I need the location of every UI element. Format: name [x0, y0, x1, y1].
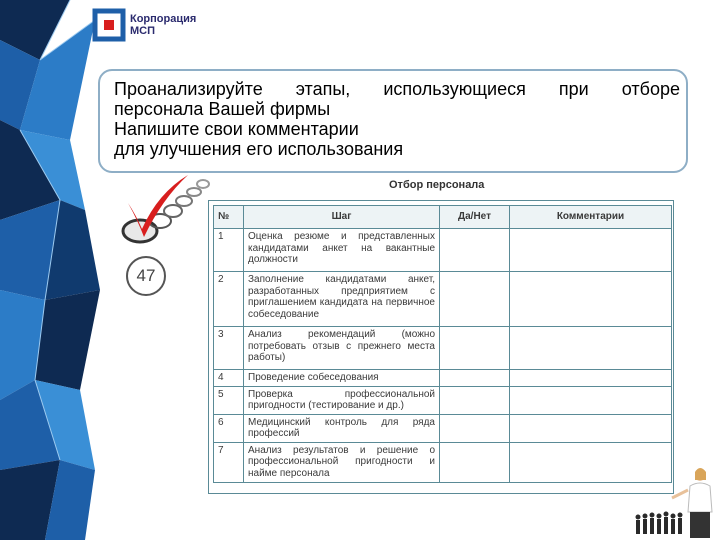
row-step: Оценка резюме и представленных кандидатами анкет на вакантные должности	[244, 229, 440, 272]
table-row	[214, 370, 672, 387]
row-yes-no-cell[interactable]	[440, 272, 510, 327]
table-title: Отбор персонала	[389, 179, 485, 191]
instruction-line1	[114, 79, 680, 99]
col-header-step: Шаг	[244, 206, 440, 229]
row-yes-no-cell[interactable]	[440, 442, 510, 482]
instruction-line2: персонала Вашей фирмы	[114, 99, 331, 119]
row-number: 4	[214, 370, 244, 387]
col-header-yes-no: Да/Нет	[440, 206, 510, 229]
table-row	[214, 414, 672, 442]
instruction-word: при	[558, 79, 589, 99]
row-yes-no-cell[interactable]	[440, 414, 510, 442]
instruction-word: использующиеся	[383, 79, 526, 99]
business-people-illustration	[632, 462, 720, 540]
instruction-word: Проанализируйте	[114, 79, 263, 99]
row-comment-cell[interactable]	[510, 327, 672, 370]
corp-msp-logo	[92, 8, 196, 42]
selection-table-sheet	[208, 200, 674, 494]
row-number: 6	[214, 414, 244, 442]
row-comment-cell[interactable]	[510, 414, 672, 442]
instruction-line4: для улучшения его использования	[114, 139, 404, 159]
selection-steps-table	[213, 205, 672, 483]
logo-text	[130, 13, 196, 37]
slide-number-badge: 47	[126, 256, 166, 296]
row-comment-cell[interactable]	[510, 272, 672, 327]
logo-line2: МСП	[130, 25, 156, 37]
row-step: Анализ рекомендаций (можно потребовать отзыв с прежнего места работы)	[244, 327, 440, 370]
logo-line1: Корпорация	[130, 13, 197, 25]
table-row	[214, 386, 672, 414]
row-number: 2	[214, 272, 244, 327]
row-number: 5	[214, 386, 244, 414]
row-yes-no-cell[interactable]	[440, 386, 510, 414]
checkmark-illustration-icon	[118, 163, 213, 248]
table-row	[214, 327, 672, 370]
row-step: Медицинский контроль для ряда профессий	[244, 414, 440, 442]
decorative-polygon-art	[0, 0, 110, 540]
logo-mark-icon	[92, 8, 126, 42]
row-yes-no-cell[interactable]	[440, 370, 510, 387]
instruction-word: отборе	[621, 79, 680, 99]
table-row	[214, 442, 672, 482]
row-number: 1	[214, 229, 244, 272]
table-row	[214, 272, 672, 327]
row-yes-no-cell[interactable]	[440, 327, 510, 370]
table-header-row	[214, 206, 672, 229]
row-step: Проведение собеседования	[244, 370, 440, 387]
row-step: Заполнение кандидатами анкет, разработанных предприятием с приглашением кандидата на первичное собеседование	[244, 272, 440, 327]
row-number: 3	[214, 327, 244, 370]
row-comment-cell[interactable]	[510, 370, 672, 387]
table-row	[214, 229, 672, 272]
row-step: Анализ результатов и решение о профессиональной пригодности и найме персонала	[244, 442, 440, 482]
row-yes-no-cell[interactable]	[440, 229, 510, 272]
col-header-number: №	[214, 206, 244, 229]
col-header-comments: Комментарии	[510, 206, 672, 229]
row-comment-cell[interactable]	[510, 386, 672, 414]
instruction-callout	[98, 69, 688, 173]
instruction-word: этапы,	[295, 79, 351, 99]
row-step: Проверка профессиональной пригодности (тестирование и др.)	[244, 386, 440, 414]
instruction-line3: Напишите свои комментарии	[114, 119, 359, 139]
row-comment-cell[interactable]	[510, 229, 672, 272]
row-number: 7	[214, 442, 244, 482]
